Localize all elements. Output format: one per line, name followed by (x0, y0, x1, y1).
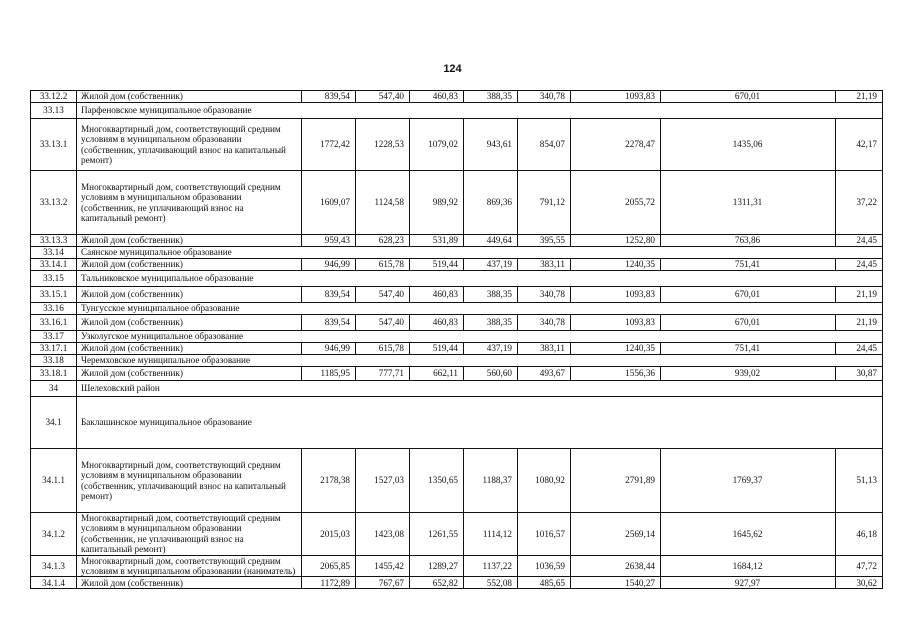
section-title: Тунгусское муниципальное образование (77, 303, 883, 315)
section-title: Баклашинское муниципальное образование (77, 397, 883, 449)
value-cell: 1172,89 (302, 577, 356, 589)
value-cell: 946,99 (302, 343, 356, 355)
value-cell: 777,71 (356, 367, 410, 381)
row-code: 33.14.1 (31, 259, 77, 271)
table-row (31, 91, 883, 103)
row-code: 33.13.1 (31, 119, 77, 171)
row-code: 34.1.4 (31, 577, 77, 589)
value-cell: 449,64 (464, 235, 518, 247)
value-cell: 1252,80 (571, 235, 661, 247)
value-cell: 2055,72 (571, 171, 661, 235)
row-name: Жилой дом (собственник) (77, 259, 302, 271)
value-cell: 1093,83 (571, 315, 661, 331)
table-row (31, 367, 883, 381)
section-row (31, 397, 883, 449)
value-cell: 927,97 (661, 577, 836, 589)
section-title: Шелеховский район (77, 381, 883, 397)
value-cell: 1540,27 (571, 577, 661, 589)
value-cell: 1772,42 (302, 119, 356, 171)
row-code: 33.17 (31, 331, 77, 343)
value-cell: 340,78 (518, 315, 571, 331)
value-cell: 42,17 (836, 119, 883, 171)
value-cell: 1228,53 (356, 119, 410, 171)
row-name: Жилой дом (собственник) (77, 367, 302, 381)
section-row (31, 303, 883, 315)
table-row (31, 171, 883, 235)
value-cell: 47,72 (836, 555, 883, 577)
value-cell: 1188,37 (464, 449, 518, 513)
value-cell: 1079,02 (410, 119, 464, 171)
row-name: Жилой дом (собственник) (77, 315, 302, 331)
table-row (31, 577, 883, 589)
value-cell: 839,54 (302, 315, 356, 331)
value-cell: 1455,42 (356, 555, 410, 577)
value-cell: 519,44 (410, 259, 464, 271)
value-cell: 388,35 (464, 287, 518, 303)
value-cell: 1435,06 (661, 119, 836, 171)
row-name: Многоквартирный дом, соответствующий средним условиям в муниципальном образовании (собственник, не уплачивающий взнос на капитальный ремонт) (77, 171, 302, 235)
section-title: Парфеновское муниципальное образование (77, 103, 883, 119)
value-cell: 1350,65 (410, 449, 464, 513)
value-cell: 1093,83 (571, 91, 661, 103)
value-cell: 1016,57 (518, 513, 571, 556)
section-title: Тальниковское муниципальное образование (77, 271, 883, 287)
value-cell: 670,01 (661, 315, 836, 331)
value-cell: 547,40 (356, 315, 410, 331)
value-cell: 30,62 (836, 577, 883, 589)
table-row (31, 235, 883, 247)
value-cell: 1124,58 (356, 171, 410, 235)
value-cell: 1423,08 (356, 513, 410, 556)
value-cell: 767,67 (356, 577, 410, 589)
tariff-table (30, 90, 883, 589)
value-cell: 388,35 (464, 91, 518, 103)
value-cell: 460,83 (410, 91, 464, 103)
value-cell: 615,78 (356, 343, 410, 355)
section-row (31, 247, 883, 259)
row-code: 33.18.1 (31, 367, 77, 381)
value-cell: 1114,12 (464, 513, 518, 556)
page-number: 124 (443, 63, 462, 75)
value-cell: 1240,35 (571, 343, 661, 355)
table-row (31, 343, 883, 355)
value-cell: 395,55 (518, 235, 571, 247)
value-cell: 46,18 (836, 513, 883, 556)
section-title: Узколугское муниципальное образование (77, 331, 883, 343)
value-cell: 652,82 (410, 577, 464, 589)
table-row (31, 259, 883, 271)
value-cell: 519,44 (410, 343, 464, 355)
section-row (31, 381, 883, 397)
value-cell: 751,41 (661, 343, 836, 355)
table-row (31, 555, 883, 577)
value-cell: 388,35 (464, 315, 518, 331)
value-cell: 460,83 (410, 287, 464, 303)
value-cell: 1311,31 (661, 171, 836, 235)
row-name: Жилой дом (собственник) (77, 287, 302, 303)
row-name: Жилой дом (собственник) (77, 91, 302, 103)
value-cell: 670,01 (661, 287, 836, 303)
value-cell: 547,40 (356, 287, 410, 303)
row-code: 33.16 (31, 303, 77, 315)
value-cell: 1527,03 (356, 449, 410, 513)
table-row (31, 315, 883, 331)
value-cell: 547,40 (356, 91, 410, 103)
section-row (31, 271, 883, 287)
value-cell: 51,13 (836, 449, 883, 513)
value-cell: 1609,07 (302, 171, 356, 235)
value-cell: 1769,37 (661, 449, 836, 513)
value-cell: 1080,92 (518, 449, 571, 513)
value-cell: 1137,22 (464, 555, 518, 577)
row-code: 33.12.2 (31, 91, 77, 103)
row-name: Многоквартирный дом, соответствующий средним условиям в муниципальном образовании (собственник, уплачивающий взнос на капитальный ремонт) (77, 449, 302, 513)
value-cell: 791,12 (518, 171, 571, 235)
section-title: Саянское муниципальное образование (77, 247, 883, 259)
value-cell: 493,67 (518, 367, 571, 381)
table-row (31, 119, 883, 171)
row-code: 33.16.1 (31, 315, 77, 331)
value-cell: 437,19 (464, 259, 518, 271)
value-cell: 615,78 (356, 259, 410, 271)
value-cell: 839,54 (302, 91, 356, 103)
value-cell: 1093,83 (571, 287, 661, 303)
value-cell: 854,07 (518, 119, 571, 171)
value-cell: 869,36 (464, 171, 518, 235)
table-row (31, 287, 883, 303)
value-cell: 670,01 (661, 91, 836, 103)
value-cell: 21,19 (836, 287, 883, 303)
section-row (31, 103, 883, 119)
row-code: 33.15 (31, 271, 77, 287)
value-cell: 531,89 (410, 235, 464, 247)
row-name: Многоквартирный дом, соответствующий средним условиям в муниципальном образовании (наниматель) (77, 555, 302, 577)
value-cell: 628,23 (356, 235, 410, 247)
value-cell: 24,45 (836, 235, 883, 247)
value-cell: 662,11 (410, 367, 464, 381)
value-cell: 959,43 (302, 235, 356, 247)
value-cell: 1240,35 (571, 259, 661, 271)
value-cell: 939,02 (661, 367, 836, 381)
value-cell: 989,92 (410, 171, 464, 235)
value-cell: 1185,95 (302, 367, 356, 381)
value-cell: 1684,12 (661, 555, 836, 577)
value-cell: 24,45 (836, 259, 883, 271)
row-code: 33.18 (31, 355, 77, 367)
value-cell: 2569,14 (571, 513, 661, 556)
value-cell: 1261,55 (410, 513, 464, 556)
value-cell: 460,83 (410, 315, 464, 331)
value-cell: 485,65 (518, 577, 571, 589)
row-code: 33.13 (31, 103, 77, 119)
row-name: Многоквартирный дом, соответствующий средним условиям в муниципальном образовании (собственник, уплачивающий взнос на капитальный ремонт) (77, 119, 302, 171)
row-name: Жилой дом (собственник) (77, 235, 302, 247)
section-row (31, 331, 883, 343)
table-row (31, 449, 883, 513)
value-cell: 943,61 (464, 119, 518, 171)
row-name: Жилой дом (собственник) (77, 343, 302, 355)
section-row (31, 355, 883, 367)
value-cell: 24,45 (836, 343, 883, 355)
tariff-table-body (31, 91, 883, 589)
value-cell: 1289,27 (410, 555, 464, 577)
row-name: Жилой дом (собственник) (77, 577, 302, 589)
row-code: 33.17.1 (31, 343, 77, 355)
row-code: 34 (31, 381, 77, 397)
value-cell: 763,86 (661, 235, 836, 247)
value-cell: 946,99 (302, 259, 356, 271)
value-cell: 2015,03 (302, 513, 356, 556)
value-cell: 1645,62 (661, 513, 836, 556)
value-cell: 560,60 (464, 367, 518, 381)
row-code: 33.13.3 (31, 235, 77, 247)
value-cell: 21,19 (836, 91, 883, 103)
row-code: 34.1.1 (31, 449, 77, 513)
row-code: 33.15.1 (31, 287, 77, 303)
value-cell: 1556,36 (571, 367, 661, 381)
table-row (31, 513, 883, 556)
value-cell: 340,78 (518, 91, 571, 103)
row-name: Многоквартирный дом, соответствующий средним условиям в муниципальном образовании (собственник, не уплачивающий взнос на капитальный ремонт) (77, 513, 302, 556)
value-cell: 552,08 (464, 577, 518, 589)
row-code: 34.1 (31, 397, 77, 449)
value-cell: 2278,47 (571, 119, 661, 171)
value-cell: 839,54 (302, 287, 356, 303)
value-cell: 37,22 (836, 171, 883, 235)
value-cell: 751,41 (661, 259, 836, 271)
value-cell: 2638,44 (571, 555, 661, 577)
value-cell: 30,87 (836, 367, 883, 381)
section-title: Черемховское муниципальное образование (77, 355, 883, 367)
value-cell: 383,11 (518, 259, 571, 271)
value-cell: 2065,85 (302, 555, 356, 577)
row-code: 34.1.2 (31, 513, 77, 556)
row-code: 33.13.2 (31, 171, 77, 235)
value-cell: 2791,89 (571, 449, 661, 513)
row-code: 33.14 (31, 247, 77, 259)
value-cell: 340,78 (518, 287, 571, 303)
value-cell: 21,19 (836, 315, 883, 331)
row-code: 34.1.3 (31, 555, 77, 577)
value-cell: 437,19 (464, 343, 518, 355)
value-cell: 383,11 (518, 343, 571, 355)
value-cell: 1036,59 (518, 555, 571, 577)
value-cell: 2178,38 (302, 449, 356, 513)
